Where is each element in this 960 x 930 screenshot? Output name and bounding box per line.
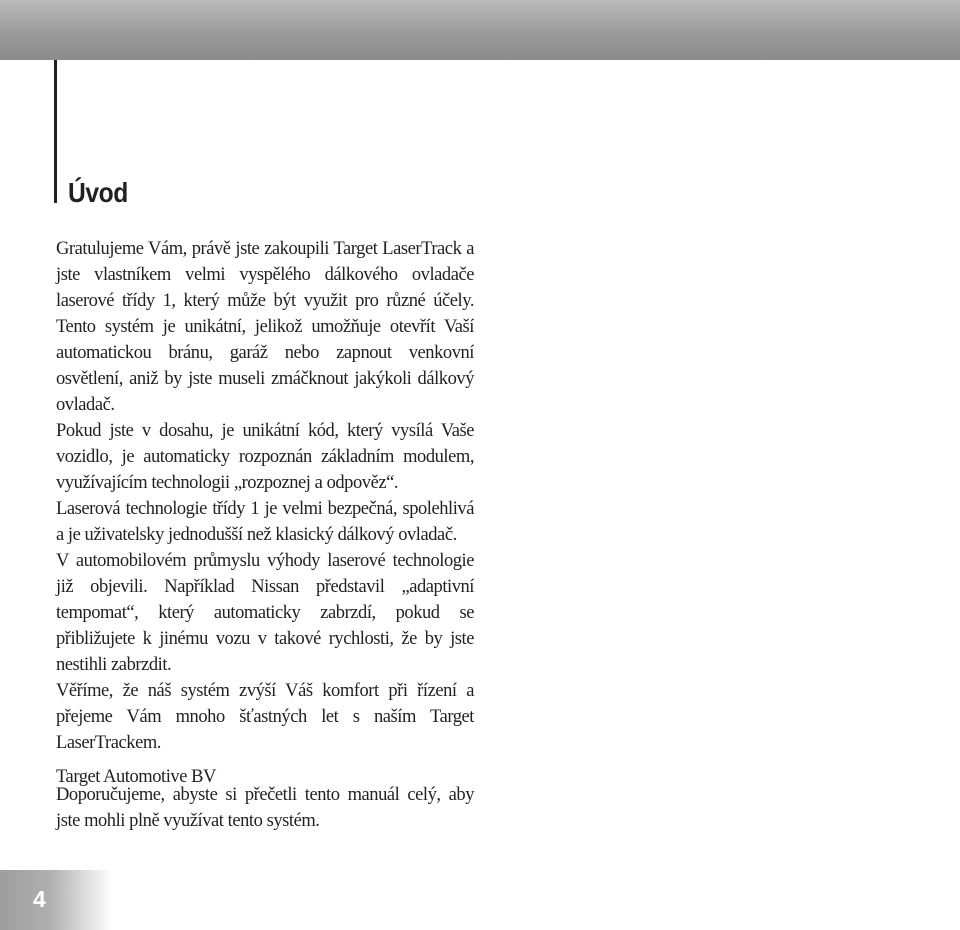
- page-title: Úvod: [68, 177, 128, 208]
- paragraph-laser-class: Laserová technologie třídy 1 je velmi bezpečná, spolehlivá a je uživatelsky jednodušší než klasický dálkový ovladač.: [56, 499, 474, 545]
- paragraph-recommendation: Doporučujeme, abyste si přečetli tento manuál celý, aby jste mohli plně využívat tento systém.: [56, 785, 474, 831]
- paragraph-comfort: Věříme, že náš systém zvýší Váš komfort při řízení a přejeme Vám mnoho šťastných let s naším Target LaserTrackem.: [56, 681, 474, 753]
- header-band: [0, 0, 960, 60]
- paragraph-intro: Gratulujeme Vám, právě jste zakoupili Target LaserTrack a jste vlastníkem velmi vyspělého dálkového ovladače laserové třídy 1, který může být využit pro různé účely. Tento systém je unikátní, jelikož umožňuje otevřít Vaší automatickou bránu, garáž nebo zapnout venkovní osvětlení, aniž by jste museli zmáčknout jakýkoli dálkový ovladač.: [56, 239, 474, 415]
- page-number: 4: [33, 886, 46, 912]
- paragraph-range: Pokud jste v dosahu, je unikátní kód, který vysílá Vaše vozidlo, je automaticky rozpoznán základním modulem, využívajícím technologii „rozpoznej a odpověz“.: [56, 421, 474, 493]
- signature: Target Automotive BV: [56, 767, 216, 787]
- intro-body: [56, 236, 474, 834]
- paragraph-automotive: V automobilovém průmyslu výhody laserové technologie již objevili. Například Nissan představil „adaptivní tempomat“, který automaticky zabrzdí, pokud se přibližujete k jinému vozu v takové rychlosti, že by jste nestihli zabrzdit.: [56, 551, 474, 675]
- heading-rule: [54, 60, 57, 203]
- page-number-tab: [0, 870, 112, 930]
